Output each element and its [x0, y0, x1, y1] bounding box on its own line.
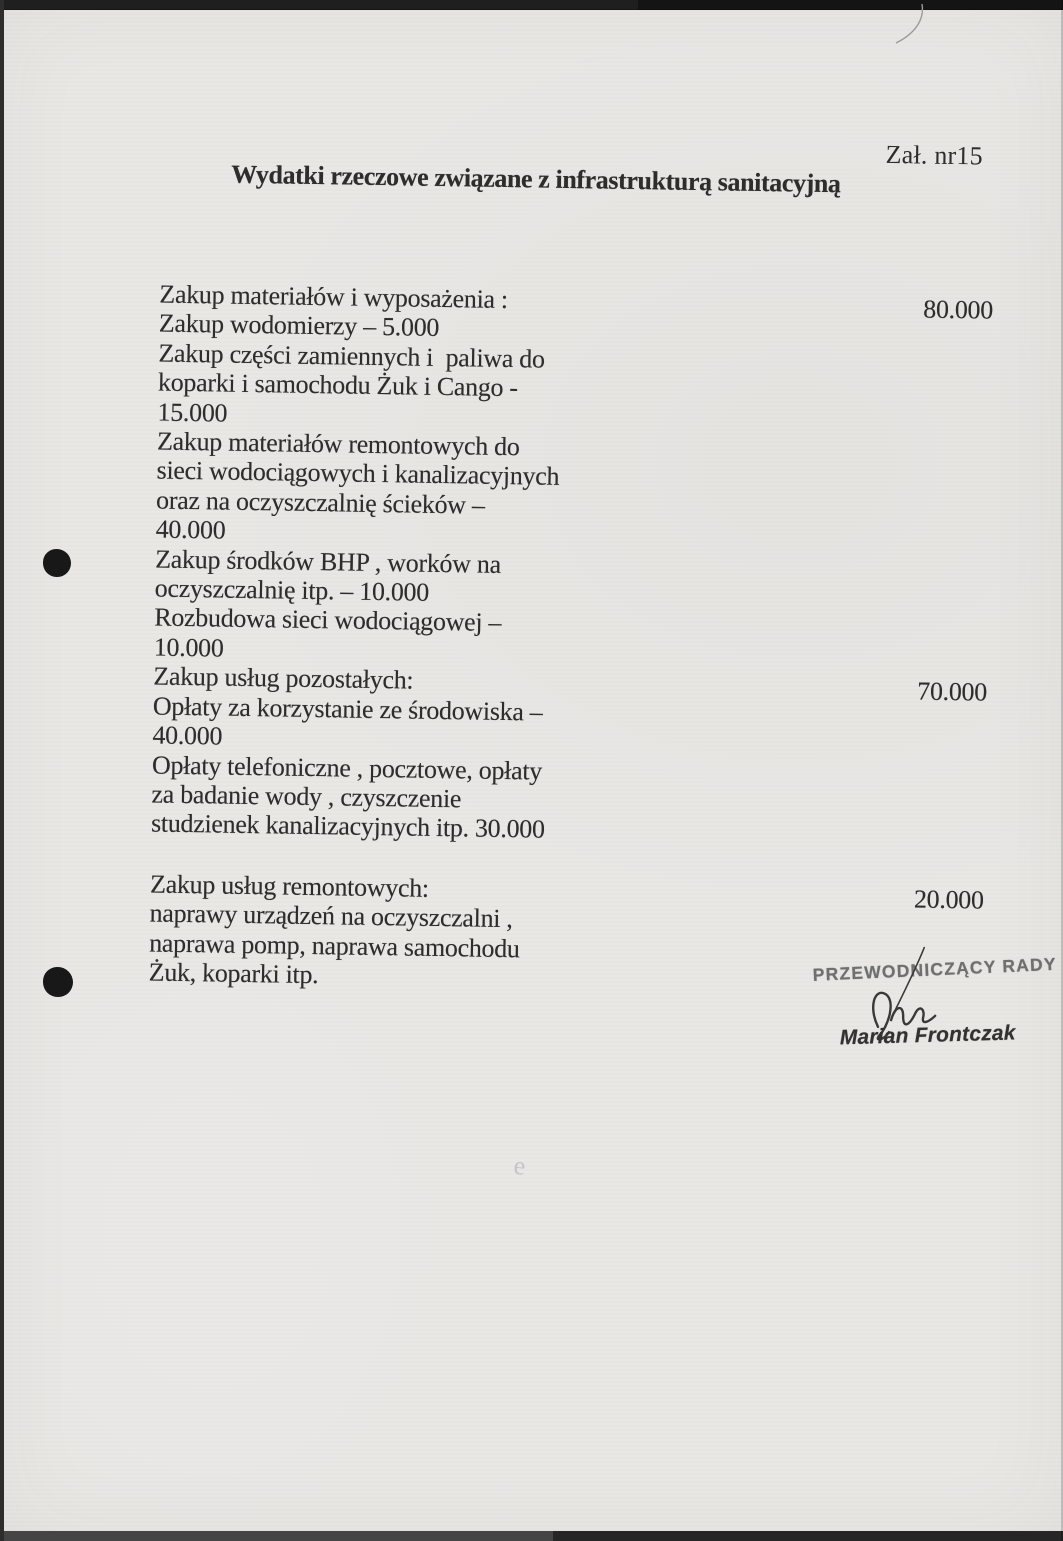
expense-line: 40.000 [152, 720, 223, 751]
expense-line: 15.000 [157, 397, 228, 428]
expense-line: koparki i samochodu Żuk i Cango - [157, 367, 519, 403]
expense-group [153, 279, 994, 672]
page-title: Wydatki rzeczowe związane z infrastrukturą sanitacyjną [231, 159, 841, 199]
expense-line: naprawa pomp, naprawa samochodu [148, 927, 520, 963]
expense-line: sieci wodociągowych i kanalizacyjnych [156, 455, 560, 492]
expense-line: Zakup materiałów remontowych do [156, 426, 520, 462]
expense-line: Zakup materiałów i wyposażenia : [159, 279, 509, 315]
expense-line: oraz na oczyszczalnię ścieków – [155, 485, 485, 520]
expense-amount: 70.000 [917, 676, 988, 707]
expense-amount: 20.000 [913, 884, 984, 915]
expense-line: studzienek kanalizacyjnych itp. 30.000 [150, 808, 545, 844]
hole-punch-bottom [43, 967, 73, 997]
hole-punch-top [43, 549, 71, 577]
expense-line: 40.000 [155, 514, 226, 545]
chairman-role-stamp: PRZEWODNICZĄCY RADY [812, 953, 1058, 985]
expense-line: Rozbudowa sieci wodociągowej – [154, 602, 502, 638]
expense-line: oczyszczalnię itp. – 10.000 [154, 573, 430, 607]
attachment-label: Zał. nr15 [885, 139, 984, 171]
expense-group [150, 661, 988, 848]
expense-line: Zakup usług remontowych: [149, 869, 430, 903]
expense-amount: 80.000 [923, 294, 994, 325]
scan-edge-bottom [0, 1531, 1063, 1541]
expense-line: Opłaty za korzystanie ze środowiska – [152, 691, 543, 727]
expense-line: 10.000 [153, 632, 224, 663]
scan-edge-left [0, 0, 4, 1541]
expense-line: za badanie wody , czyszczenie [151, 779, 462, 814]
expense-line: naprawy urządzeń na oczyszczalni , [149, 898, 513, 934]
expense-line: Zakup środków BHP , worków na [155, 544, 502, 579]
expense-line: Żuk, koparki itp. [148, 957, 319, 990]
expense-line: Zakup części zamiennych i paliwa do [158, 338, 545, 374]
expense-line: Zakup wodomierzy – 5.000 [158, 308, 440, 343]
paper-crease-mark-icon [893, 2, 927, 53]
expense-line: Opłaty telefoniczne , pocztowe, opłaty [151, 749, 543, 786]
chairman-name-stamp: Marian Frontczak [839, 1021, 1016, 1050]
expense-line: Zakup usług pozostałych: [153, 661, 414, 695]
stray-pencil-mark: e [512, 1150, 527, 1181]
